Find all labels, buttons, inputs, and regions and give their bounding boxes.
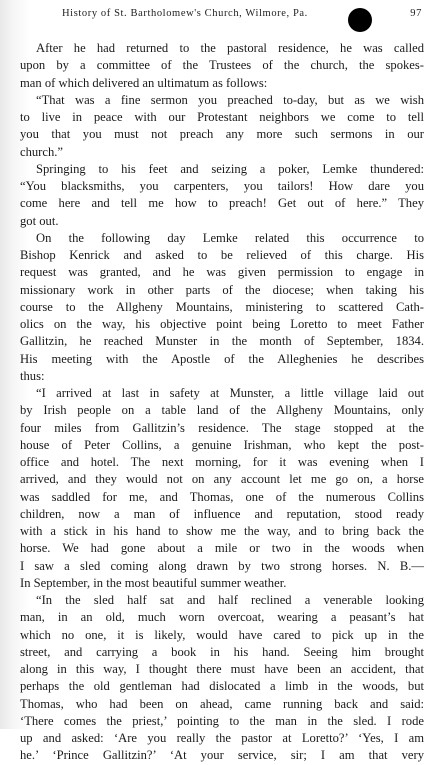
text-line: upon by a committee of the Trustees of the church, the spokes- xyxy=(20,58,424,73)
text-line: by Irish people on a table land of the Allgheny Mountains, only xyxy=(20,403,424,418)
text-line: office and hotel. The next morning, for it was evening when I xyxy=(20,455,424,469)
text-line: His meeting with the Apostle of the Alleghenies he describes xyxy=(20,351,424,366)
text-line: Springing to his feet and seizing a poker, Lemke thundered: xyxy=(36,161,424,176)
text-line: After he had returned to the pastoral residence, he was called xyxy=(36,41,424,55)
text-line: up and asked: ‘Are you really the pastor at Loretto?’ ‘Yes, I am xyxy=(20,731,424,745)
paragraph xyxy=(20,385,424,592)
text-line: street, and carrying a book in his hand. Seeing him brought xyxy=(20,644,424,659)
body-text xyxy=(20,40,424,765)
text-line: “In the sled half sat and half reclined a venerable looking xyxy=(36,593,424,607)
paragraph xyxy=(20,92,424,161)
text-line: thus: xyxy=(20,368,45,383)
text-line: which no one, it is likely, would have cared to pick up in the xyxy=(20,627,424,642)
paragraph xyxy=(20,592,424,765)
text-line: Bishop Kenrick and asked to be relieved of this charge. His xyxy=(20,248,424,262)
text-line: church.” xyxy=(20,144,64,159)
text-line: with a stick in his hand to show me the way, and to bring back the xyxy=(20,524,424,538)
text-line: you that you must not preach any more such sermons in our xyxy=(20,127,424,142)
text-line: along in this way, I thought there must have been an accident, that xyxy=(20,662,424,676)
text-line: In September, in the most beautiful summer weather. xyxy=(20,575,287,590)
text-line: olics on the way, his objective point being Loretto to meet Father xyxy=(20,317,424,331)
paragraph xyxy=(20,230,424,385)
text-line: perhaps the old gentleman had dislocated a limb in the woods, but xyxy=(20,679,424,694)
text-line: was saddled for me, and Thomas, one of the numerous Collins xyxy=(20,489,424,504)
text-line: request was granted, and he was given permission to engage in xyxy=(20,265,424,280)
text-line: Thomas, who had been on ahead, came running back and said: xyxy=(20,696,424,711)
text-line: horse. We had gone about a mile or two in the woods when xyxy=(20,541,424,556)
text-line: man of which delivered an ultimatum as follows: xyxy=(20,75,268,90)
text-line: arrived, and they would not on any account let me go on, a horse xyxy=(20,472,424,487)
text-line: to live in peace with our Protestant neighbors we come to tell xyxy=(20,110,424,124)
text-line: course to the Allgheny Mountains, ministering to scattered Cath- xyxy=(20,299,424,314)
redaction-dot xyxy=(348,8,372,32)
text-line: On the following day Lemke related this occurrence to xyxy=(36,230,424,245)
text-line: he.’ ‘Prince Gallitzin?’ ‘At your service, sir; I am that very xyxy=(20,748,424,763)
text-line: house of Peter Collins, a genuine Irishman, who kept the post- xyxy=(20,437,424,452)
text-line: Gallitzin, he reached Munster in the month of September, 1834. xyxy=(20,334,424,349)
text-line: missionary work in other parts of the diocese; when taking his xyxy=(20,282,424,297)
page-number: 97 xyxy=(410,8,422,19)
text-line: I saw a sled coming along drawn by two strong horses. N. B.— xyxy=(20,558,424,573)
text-line: got out. xyxy=(20,213,59,228)
text-line: ‘There comes the priest,’ pointing to the man in the sled. I rode xyxy=(20,713,424,728)
text-line: “You blacksmiths, you carpenters, you tailors! How dare you xyxy=(20,179,424,193)
text-line: “I arrived at last in safety at Munster, a little village laid out xyxy=(36,386,424,400)
text-line: four miles from Gallitzin’s residence. The stage stopped at the xyxy=(20,420,424,435)
text-line: come here and tell me how to preach! Get out of here.” They xyxy=(20,196,424,211)
text-line: “That was a fine sermon you preached to-day, but as we wish xyxy=(36,92,424,107)
running-title: History of St. Bartholomew's Church, Wilmore, Pa. xyxy=(62,8,308,19)
paragraph xyxy=(20,161,424,230)
text-line: man, in an old, much worn overcoat, wearing a peasant’s hat xyxy=(20,610,424,625)
text-line: children, now a man of influence and reputation, stood ready xyxy=(20,506,424,521)
paragraph xyxy=(20,40,424,92)
